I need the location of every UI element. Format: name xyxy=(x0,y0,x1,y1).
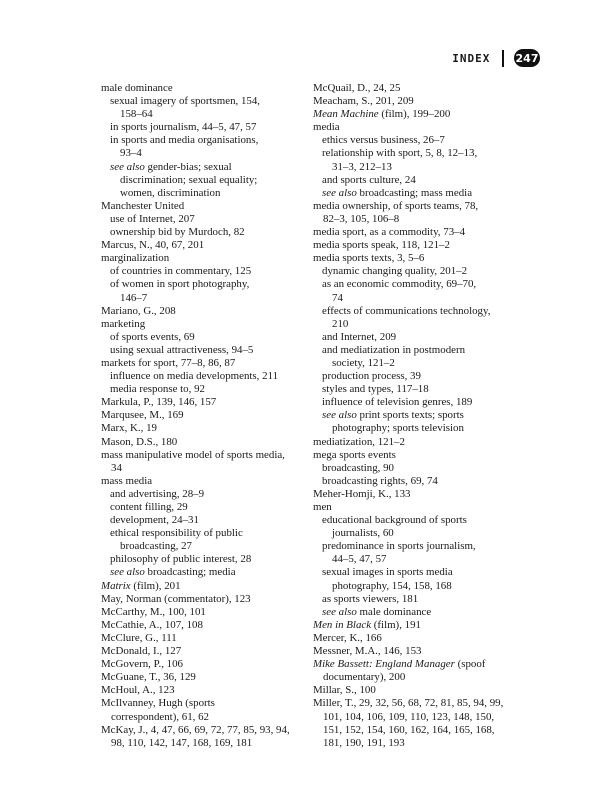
index-entry-italic: see also xyxy=(322,409,357,422)
index-entry-text: McCathie, A., 107, 108 xyxy=(101,618,203,631)
index-entry-text: broadcasting, 27 xyxy=(120,540,192,553)
index-entry-text: media ownership, of sports teams, 78, xyxy=(313,199,479,212)
index-column-right xyxy=(313,82,518,750)
index-entry-line xyxy=(313,121,518,134)
index-entry-line xyxy=(101,566,301,579)
index-entry-text: in sports journalism, 44–5, 47, 57 xyxy=(110,121,257,134)
index-entry-rest: print sports texts; sports xyxy=(356,409,464,422)
index-entry-line xyxy=(101,671,301,684)
index-entry-line xyxy=(313,632,518,645)
index-entry-line xyxy=(313,252,518,265)
index-entry-text: Messner, M.A., 146, 153 xyxy=(313,645,422,658)
index-entry-line xyxy=(313,462,518,475)
index-entry-line xyxy=(101,161,301,174)
running-header xyxy=(452,47,540,69)
index-entry-line xyxy=(101,370,301,383)
index-entry-line xyxy=(313,619,518,632)
index-entry-rest: (film), 191 xyxy=(371,618,421,631)
index-entry-line xyxy=(101,658,301,671)
index-entry-line xyxy=(101,357,301,370)
index-entry-line xyxy=(101,187,301,200)
index-entry-rest: (film), 199–200 xyxy=(378,108,451,121)
index-entry-text: Marqusee, M., 169 xyxy=(101,409,184,422)
index-entry-line xyxy=(101,462,301,475)
index-entry-line xyxy=(101,436,301,449)
index-entry-line xyxy=(101,95,301,108)
index-entry-text: male dominance xyxy=(101,82,173,94)
index-entry-text: McClure, G., 111 xyxy=(101,631,177,644)
index-entry-line xyxy=(313,147,518,160)
index-entry-line xyxy=(313,95,518,108)
index-entry-text: Mason, D.S., 180 xyxy=(101,435,178,448)
index-entry-line xyxy=(313,174,518,187)
index-entry-text: photography; sports television xyxy=(332,422,464,435)
index-entry-text: 158–64 xyxy=(120,108,153,121)
index-entry-italic: see also xyxy=(322,186,357,199)
index-entry-line xyxy=(101,292,301,305)
index-entry-line xyxy=(313,645,518,658)
index-entry-text: content filling, 29 xyxy=(110,501,188,513)
index-entry-line xyxy=(313,527,518,540)
index-entry-line xyxy=(313,711,518,724)
index-entry-italic: Mike Bassett: England Manager xyxy=(313,658,455,671)
index-entry-text: as sports viewers, 181 xyxy=(322,592,419,605)
index-entry-text: use of Internet, 207 xyxy=(110,212,195,225)
index-entry-text: Mercer, K., 166 xyxy=(313,631,382,644)
index-entry-text: 93–4 xyxy=(120,147,142,160)
index-entry-text: McHoul, A., 123 xyxy=(101,684,175,697)
index-entry-line xyxy=(313,239,518,252)
index-entry-line xyxy=(101,514,301,527)
index-entry-line xyxy=(101,305,301,318)
index-entry-line xyxy=(101,239,301,252)
index-entry-text: Meher-Homji, K., 133 xyxy=(313,487,411,500)
index-entry-text: effects of communications technology, xyxy=(322,304,491,317)
index-entry-line xyxy=(313,449,518,462)
index-entry-text: relationship with sport, 5, 8, 12–13, xyxy=(322,147,478,160)
index-entry-text: media xyxy=(313,121,340,134)
index-entry-text: May, Norman (commentator), 123 xyxy=(101,592,251,605)
index-entry-line xyxy=(313,200,518,213)
index-entry-line xyxy=(101,344,301,357)
index-entry-text: correspondent), 61, 62 xyxy=(111,710,209,723)
index-entry-text: of sports events, 69 xyxy=(110,330,195,343)
index-entry-line xyxy=(101,475,301,488)
index-entry-line xyxy=(313,383,518,396)
index-entry-text: markets for sport, 77–8, 86, 87 xyxy=(101,356,236,369)
index-entry-line xyxy=(313,422,518,435)
index-entry-text: 151, 152, 154, 160, 162, 164, 165, 168, xyxy=(323,723,495,736)
index-entry-line xyxy=(313,187,518,200)
index-entry-text: educational background of sports xyxy=(322,514,467,527)
index-entry-text: photography, 154, 158, 168 xyxy=(332,579,452,592)
index-entry-line xyxy=(313,580,518,593)
index-entry-line xyxy=(101,226,301,239)
index-entry-text: discrimination; sexual equality; xyxy=(120,173,258,186)
index-entry-line xyxy=(313,697,518,710)
index-entry-text: dynamic changing quality, 201–2 xyxy=(322,265,468,278)
index-entry-line xyxy=(313,278,518,291)
header-label: INDEX xyxy=(452,51,491,65)
index-entry-line xyxy=(101,501,301,514)
index-entry-italic: see also xyxy=(110,566,145,579)
index-entry-line xyxy=(101,383,301,396)
index-entry-text: development, 24–31 xyxy=(110,514,199,527)
index-entry-text: influence on media developments, 211 xyxy=(110,370,279,383)
index-entry-line xyxy=(313,331,518,344)
index-entry-text: and mediatization in postmodern xyxy=(322,343,466,356)
index-entry-text: ethical responsibility of public xyxy=(110,527,243,540)
index-entry-text: media sports texts, 3, 5–6 xyxy=(313,252,425,265)
index-entry-line xyxy=(313,737,518,750)
index-entry-rest: (spoof xyxy=(454,658,486,671)
index-entry-text: mediatization, 121–2 xyxy=(313,435,405,448)
index-entry-text: Miller, T., 29, 32, 56, 68, 72, 81, 85, 94, 99, xyxy=(313,697,504,710)
index-entry-line xyxy=(101,488,301,501)
index-entry-line xyxy=(101,396,301,409)
index-entry-line xyxy=(101,724,301,737)
index-entry-text: McGovern, P., 106 xyxy=(101,658,183,671)
index-entry-line xyxy=(313,370,518,383)
index-entry-line xyxy=(313,475,518,488)
index-entry-text: 82–3, 105, 106–8 xyxy=(323,212,400,225)
index-entry-line xyxy=(101,593,301,606)
index-entry-line xyxy=(313,724,518,737)
index-entry-text: McIlvanney, Hugh (sports xyxy=(101,697,215,710)
index-entry-text: ownership bid by Murdoch, 82 xyxy=(110,226,245,239)
index-entry-text: Mariano, G., 208 xyxy=(101,304,176,317)
index-entry-line xyxy=(101,213,301,226)
index-entry-italic: Matrix xyxy=(101,579,131,592)
index-entry-text: men xyxy=(313,501,332,513)
index-entry-text: McGuane, T., 36, 129 xyxy=(101,671,196,684)
index-entry-text: women, discrimination xyxy=(120,186,221,199)
index-entry-text: 98, 110, 142, 147, 168, 169, 181 xyxy=(111,736,253,749)
index-entry-line xyxy=(313,488,518,501)
index-entry-line xyxy=(313,357,518,370)
index-entry-rest: broadcasting; media xyxy=(144,566,236,579)
index-entry-line xyxy=(313,514,518,527)
index-entry-italic: see also xyxy=(110,160,145,173)
header-divider xyxy=(502,50,504,67)
index-entry-text: 181, 190, 191, 193 xyxy=(323,736,405,749)
index-entry-line xyxy=(313,540,518,553)
index-entry-line xyxy=(101,422,301,435)
index-entry-text: philosophy of public interest, 28 xyxy=(110,553,252,566)
index-entry-text: media response to, 92 xyxy=(110,383,205,396)
index-entry-line xyxy=(313,82,518,95)
index-entry-text: Marcus, N., 40, 67, 201 xyxy=(101,239,205,252)
index-entry-line xyxy=(101,409,301,422)
index-entry-line xyxy=(313,684,518,697)
index-entry-text: Manchester United xyxy=(101,199,185,212)
index-entry-line xyxy=(101,265,301,278)
index-entry-line xyxy=(313,436,518,449)
index-entry-text: 146–7 xyxy=(120,291,148,304)
index-entry-line xyxy=(313,593,518,606)
index-entry-rest: gender-bias; sexual xyxy=(144,160,232,173)
index-entry-line xyxy=(101,711,301,724)
index-entry-line xyxy=(101,121,301,134)
index-entry-line xyxy=(313,265,518,278)
index-entry-line xyxy=(313,134,518,147)
index-entry-text: 210 xyxy=(332,317,349,330)
index-entry-text: marginalization xyxy=(101,252,170,265)
index-entry-text: 34 xyxy=(111,461,122,474)
index-entry-line xyxy=(101,331,301,344)
index-entry-line xyxy=(101,108,301,121)
index-entry-line xyxy=(101,684,301,697)
index-entry-line xyxy=(101,527,301,540)
index-entry-text: McQuail, D., 24, 25 xyxy=(313,82,401,94)
index-entry-line xyxy=(313,396,518,409)
index-entry-line xyxy=(101,737,301,750)
index-entry-text: Markula, P., 139, 146, 157 xyxy=(101,396,217,409)
index-entry-line xyxy=(313,292,518,305)
index-entry-line xyxy=(101,278,301,291)
index-entry-line xyxy=(101,200,301,213)
index-entry-rest: male dominance xyxy=(356,605,432,618)
index-entry-line xyxy=(313,213,518,226)
index-entry-text: marketing xyxy=(101,317,146,330)
index-entry-text: 74 xyxy=(332,291,343,304)
index-entry-text: journalists, 60 xyxy=(332,527,394,540)
index-entry-line xyxy=(101,632,301,645)
index-entry-line xyxy=(101,318,301,331)
index-entry-line xyxy=(101,580,301,593)
index-entry-text: broadcasting, 90 xyxy=(322,461,394,474)
index-entry-text: mass media xyxy=(101,474,153,487)
index-entry-text: influence of television genres, 189 xyxy=(322,396,473,409)
index-entry-italic: Mean Machine xyxy=(313,108,379,121)
index-entry-text: society, 121–2 xyxy=(332,356,395,369)
index-column-left xyxy=(101,82,301,750)
index-entry-text: mass manipulative model of sports media, xyxy=(101,448,285,461)
index-entry-line xyxy=(313,501,518,514)
index-entry-line xyxy=(101,134,301,147)
index-entry-text: 101, 104, 106, 109, 110, 123, 148, 150, xyxy=(323,710,495,723)
index-entry-line xyxy=(313,553,518,566)
index-entry-line xyxy=(101,645,301,658)
page-number-badge: 247 xyxy=(514,49,540,67)
index-entry-line xyxy=(101,697,301,710)
index-entry-text: styles and types, 117–18 xyxy=(322,383,429,396)
index-entry-text: and sports culture, 24 xyxy=(322,173,416,186)
index-entry-text: in sports and media organisations, xyxy=(110,134,259,147)
index-entry-text: using sexual attractiveness, 94–5 xyxy=(110,343,254,356)
index-entry-line xyxy=(313,606,518,619)
index-entry-text: 44–5, 47, 57 xyxy=(332,553,387,566)
index-entry-text: McCarthy, M., 100, 101 xyxy=(101,605,206,618)
index-entry-line xyxy=(101,449,301,462)
index-entry-text: McKay, J., 4, 47, 66, 69, 72, 77, 85, 93, 94, xyxy=(101,723,290,736)
index-entry-line xyxy=(101,174,301,187)
index-entry-line xyxy=(313,161,518,174)
index-entry-text: of countries in commentary, 125 xyxy=(110,265,252,278)
index-entry-text: 31–3, 212–13 xyxy=(332,160,392,173)
index-entry-text: McDonald, I., 127 xyxy=(101,645,182,658)
index-entry-line xyxy=(101,82,301,95)
index-entry-line xyxy=(101,252,301,265)
index-entry-line xyxy=(101,553,301,566)
index-entry-rest: (film), 201 xyxy=(130,579,181,592)
index-entry-text: as an economic commodity, 69–70, xyxy=(322,278,477,291)
index-entry-text: Marx, K., 19 xyxy=(101,422,157,435)
index-entry-text: mega sports events xyxy=(313,448,396,461)
index-entry-line xyxy=(313,671,518,684)
index-entry-text: sexual images in sports media xyxy=(322,566,453,579)
index-entry-text: ethics versus business, 26–7 xyxy=(322,134,445,147)
index-entry-line xyxy=(101,619,301,632)
index-entry-text: predominance in sports journalism, xyxy=(322,540,476,553)
index-entry-line xyxy=(313,409,518,422)
index-entry-text: and Internet, 209 xyxy=(322,330,397,343)
index-entry-line xyxy=(101,540,301,553)
index-entry-line xyxy=(313,344,518,357)
index-entry-line xyxy=(101,147,301,160)
index-entry-rest: broadcasting; mass media xyxy=(356,186,473,199)
index-entry-line xyxy=(313,226,518,239)
index-entry-text: media sport, as a commodity, 73–4 xyxy=(313,226,466,239)
index-entry-text: sexual imagery of sportsmen, 154, xyxy=(110,95,261,108)
index-entry-text: broadcasting rights, 69, 74 xyxy=(322,474,438,487)
index-entry-text: of women in sport photography, xyxy=(110,278,250,291)
index-entry-text: Meacham, S., 201, 209 xyxy=(313,95,414,108)
index-entry-text: production process, 39 xyxy=(322,370,421,383)
index-entry-text: Millar, S., 100 xyxy=(313,684,376,697)
index-entry-line xyxy=(313,305,518,318)
index-entry-line xyxy=(101,606,301,619)
index-entry-italic: see also xyxy=(322,605,357,618)
index-entry-line xyxy=(313,108,518,121)
index-entry-text: media sports speak, 118, 121–2 xyxy=(313,239,450,252)
index-entry-line xyxy=(313,658,518,671)
index-entry-italic: Men in Black xyxy=(313,618,372,631)
index-entry-text: documentary), 200 xyxy=(323,671,406,684)
index-entry-text: and advertising, 28–9 xyxy=(110,487,205,500)
index-entry-line xyxy=(313,318,518,331)
index-entry-line xyxy=(313,566,518,579)
